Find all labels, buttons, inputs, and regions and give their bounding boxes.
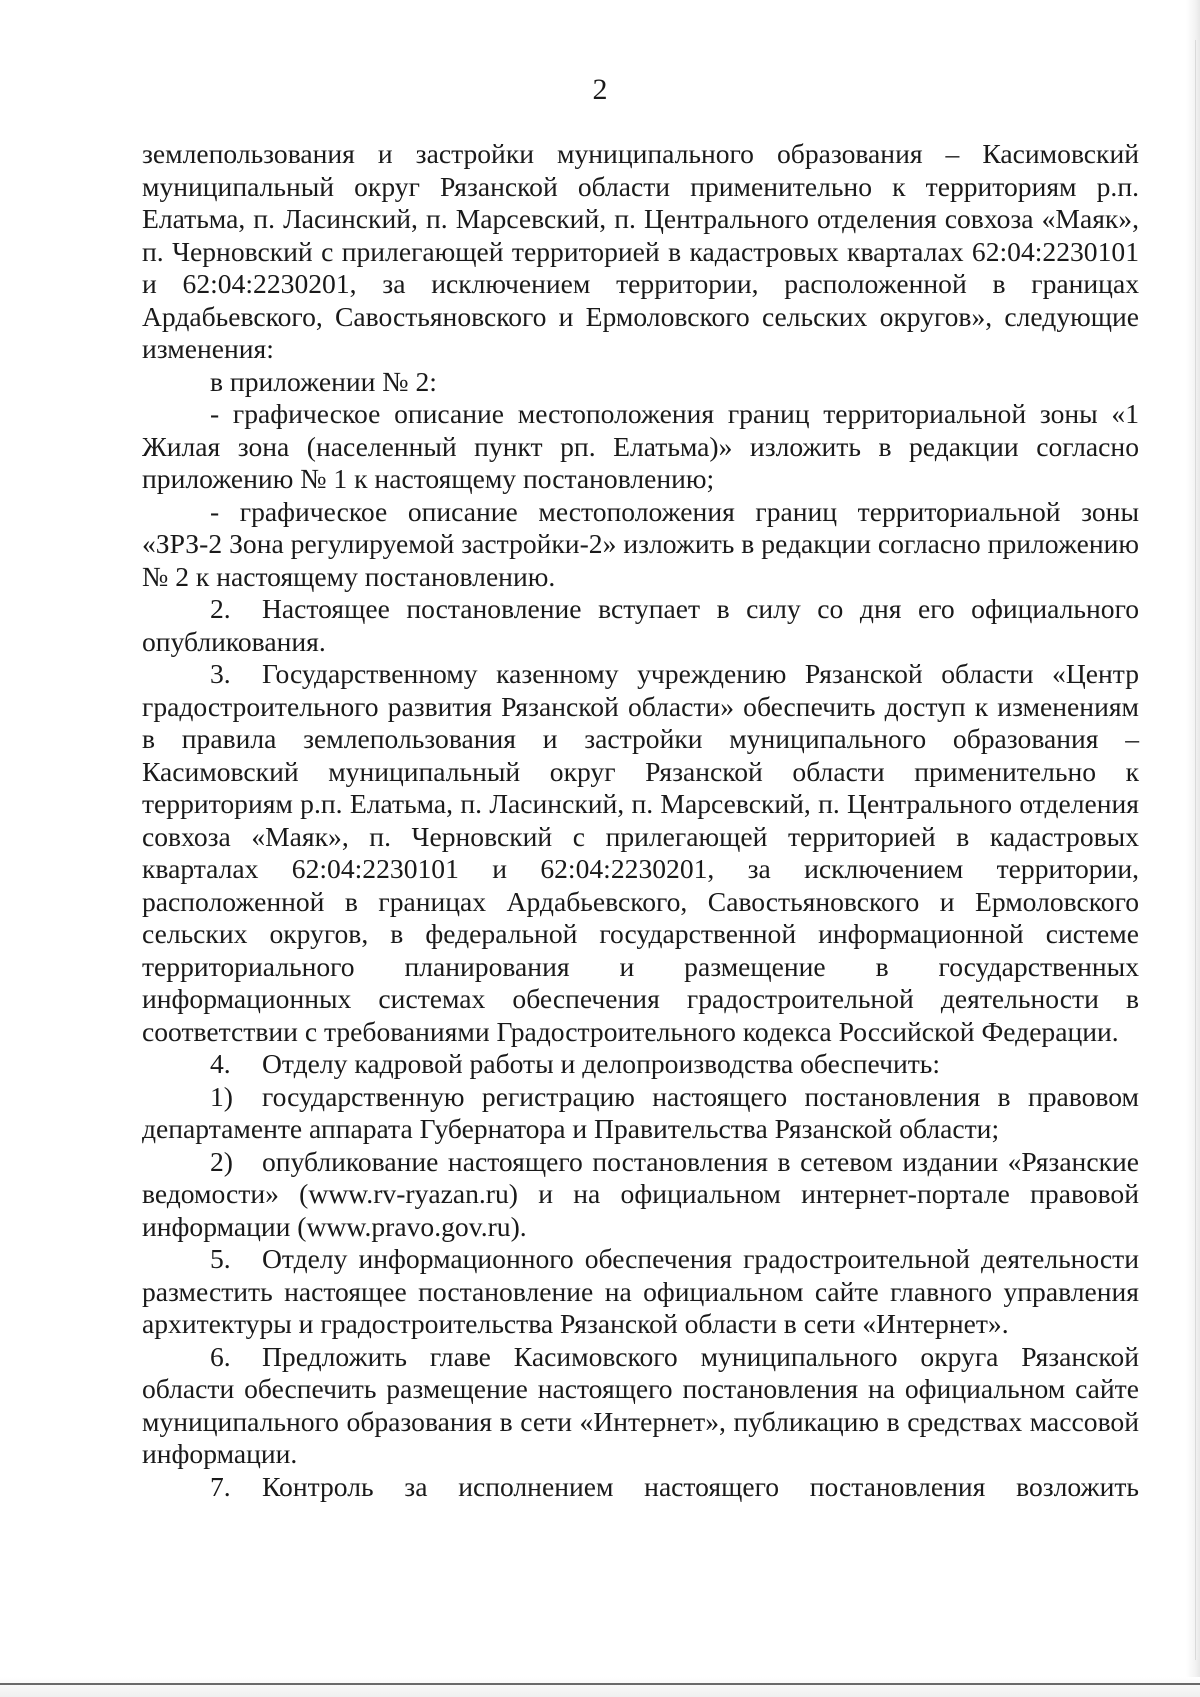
scan-bottom-edge <box>0 1677 1200 1697</box>
scan-edge-line <box>1195 40 1196 1660</box>
paragraph-number: 7. <box>210 1470 231 1502</box>
paragraph-item-6 <box>142 1341 1139 1471</box>
paragraph-text: землепользования и застройки муниципального образования – Касимовский муниципальный округ Рязанской области применительно к территориям р.п. Елатьма, п. Ласинский, п. Марсевский, п. Центрального отделения совхоза «Маяк», п. Черновский с прилегающей территорией в кадастровых кварталах 62:04:2230101 и 62:04:2230201, за исключением территории, расположенной в границах Ардабьевского, Савостьяновского и Ермоловского сельских округов», следующие изменения: <box>142 138 1139 364</box>
paragraph-text: - графическое описание местоположения границ территориальной зоны «1 Жилая зона (населенный пункт рп. Елатьма)» изложить в редакции согласно приложению № 1 к настоящему постановлению; <box>142 398 1139 494</box>
paragraph-number: 2) <box>210 1145 233 1177</box>
paragraph-subitem-1 <box>142 1081 1139 1146</box>
paragraph-number: 5. <box>210 1243 231 1274</box>
paragraph-number: 1) <box>210 1080 233 1112</box>
paragraph-number: 6. <box>210 1340 231 1372</box>
paragraph-text: Настоящее постановление вступает в силу со дня его официального опубликования. <box>142 593 1139 657</box>
document-body <box>142 138 1139 1503</box>
paragraph-text: Государственному казенному учреждению Рязанской области «Центр градостроительного развития Рязанской области» обеспечить доступ к изменениям в правила землепользования и застройки муниципального образования – Касимовский муниципальный округ Рязанской области применительно к территориям р.п. Елатьма, п. Ласинский, п. Марсевский, п. Центрального отделения совхоза «Маяк», п. Черновский с прилегающей территорией в кадастровых кварталах 62:04:2230101 и 62:04:2230201, за исключением территории, расположенной в границах Ардабьевского, Савостьяновского и Ермоловского сельских округов, в федеральной государственной информационной системе территориального планирования и размещение в государственных информационных системах обеспечения градостроительной деятельности в соответствии с требованиями Градостроительного кодекса Российской Федерации. <box>142 658 1139 1047</box>
paragraph-annex-item-1 <box>142 398 1139 496</box>
paragraph-item-4 <box>142 1048 1139 1081</box>
paragraph-item-2 <box>142 593 1139 658</box>
paragraph-text: - графическое описание местоположения границ территориальной зоны «ЗРЗ-2 Зона регулируемой застройки-2» изложить в редакции согласно приложению № 2 к настоящему постановлению. <box>142 495 1139 592</box>
paragraph-text: Отделу информационного обеспечения градостроительной деятельности разместить настоящее постановление на официальном сайте главного управления архитектуры и градостроительства Рязанской области в сети «Интернет». <box>142 1243 1139 1339</box>
paragraph-continuation <box>142 138 1139 366</box>
paragraph-number: 3. <box>210 658 231 689</box>
paragraph-item-3 <box>142 658 1139 1048</box>
paragraph-number: 2. <box>210 593 231 624</box>
paragraph-text: в приложении № 2: <box>210 365 437 397</box>
paragraph-number: 4. <box>210 1048 231 1079</box>
paragraph-text: опубликование настоящего постановления в сетевом издании «Рязанские ведомости» (www.rv-ryazan.ru) и на официальном интернет-портале правовой информации (www.pravo.gov.ru). <box>142 1145 1139 1242</box>
paragraph-annex-intro <box>142 366 1139 399</box>
scan-edge-line <box>0 1683 1200 1685</box>
paragraph-text: Предложить главе Касимовского муниципального округа Рязанской области обеспечить размещение настоящего постановления на официальном сайте муниципального образования в сети «Интернет», публикацию в средствах массовой информации. <box>142 1340 1139 1469</box>
scan-right-edge <box>1186 0 1200 1697</box>
paragraph-text: Контроль за исполнением настоящего постановления возложить <box>262 1470 1139 1502</box>
paragraph-text: Отделу кадровой работы и делопроизводства обеспечить: <box>262 1048 941 1079</box>
page-number: 2 <box>592 73 608 106</box>
paragraph-item-7 <box>142 1471 1139 1504</box>
paragraph-item-5 <box>142 1243 1139 1341</box>
paragraph-annex-item-2 <box>142 496 1139 594</box>
paragraph-subitem-2 <box>142 1146 1139 1244</box>
paragraph-text: государственную регистрацию настоящего постановления в правовом департаменте аппарата Губернатора и Правительства Рязанской области; <box>142 1080 1139 1144</box>
